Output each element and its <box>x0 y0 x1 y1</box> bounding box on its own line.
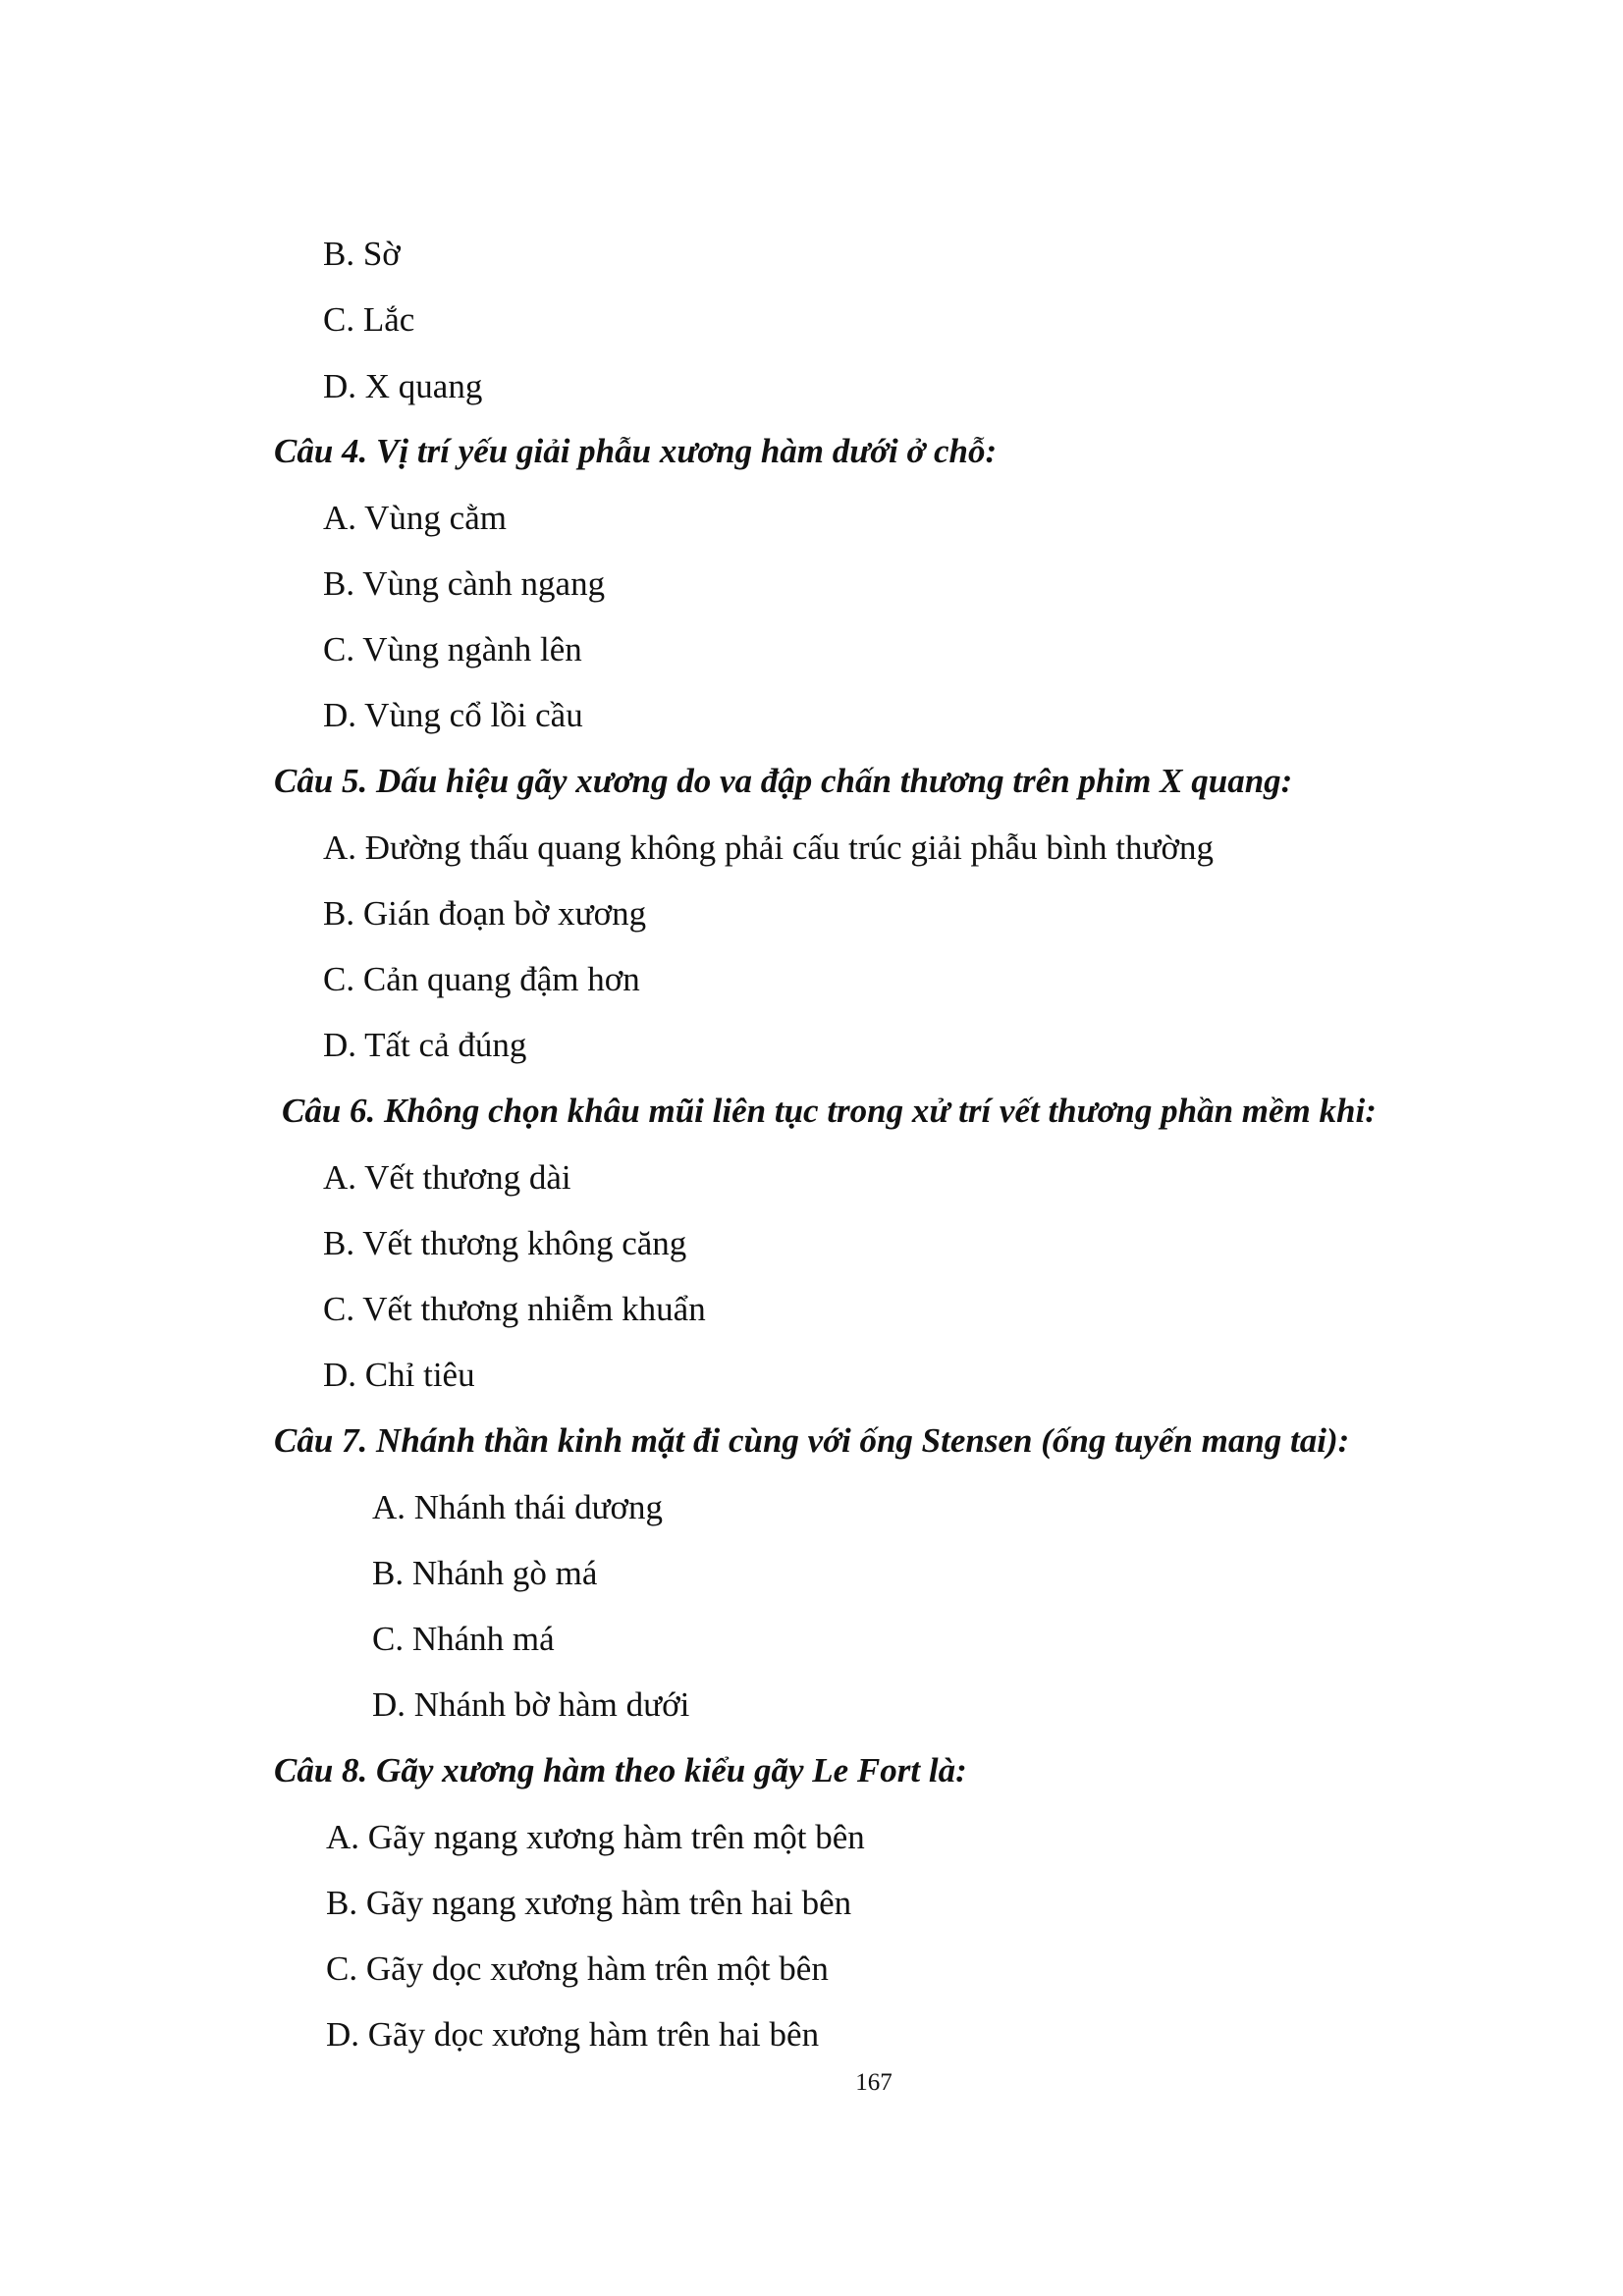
page-number: 167 <box>855 2069 893 2096</box>
question-4-option-d: D. Vùng cổ lồi cầu <box>323 696 583 734</box>
question-7-option-b: B. Nhánh gò má <box>372 1554 598 1592</box>
question-8-option-b: B. Gãy ngang xương hàm trên hai bên <box>326 1884 852 1922</box>
question-5-option-b: B. Gián đoạn bờ xương <box>323 894 647 933</box>
question-6-option-c: C. Vết thương nhiễm khuẩn <box>323 1290 706 1328</box>
option-continuation-b: B. Sờ <box>323 235 401 273</box>
question-7-title: Câu 7. Nhánh thần kinh mặt đi cùng với ống Stensen (ống tuyến mang tai): <box>274 1421 1350 1460</box>
question-8-option-a: A. Gãy ngang xương hàm trên một bên <box>326 1818 865 1856</box>
question-5-title: Câu 5. Dấu hiệu gãy xương do va đập chấn thương trên phim X quang: <box>274 762 1293 800</box>
question-5-option-c: C. Cản quang đậm hơn <box>323 960 640 998</box>
question-5-option-a: A. Đường thấu quang không phải cấu trúc giải phẫu bình thường <box>323 828 1215 867</box>
option-continuation-c: C. Lắc <box>323 300 415 339</box>
question-6-option-d: D. Chỉ tiêu <box>323 1356 475 1394</box>
question-8-option-d: D. Gãy dọc xương hàm trên hai bên <box>326 2015 820 2054</box>
question-4-title: Câu 4. Vị trí yếu giải phẫu xương hàm dưới ở chỗ: <box>274 432 998 470</box>
question-7-option-c: C. Nhánh má <box>372 1620 555 1658</box>
question-8-title: Câu 8. Gãy xương hàm theo kiểu gãy Le Fort là: <box>274 1751 967 1789</box>
question-8-option-c: C. Gãy dọc xương hàm trên một bên <box>326 1949 829 1988</box>
question-7-option-d: D. Nhánh bờ hàm dưới <box>372 1685 690 1724</box>
option-continuation-d: D. X quang <box>323 367 483 405</box>
question-4-option-a: A. Vùng cằm <box>323 499 507 537</box>
question-7-option-a: A. Nhánh thái dương <box>372 1488 664 1526</box>
question-6-option-b: B. Vết thương không căng <box>323 1224 687 1262</box>
question-4-option-c: C. Vùng ngành lên <box>323 630 582 668</box>
question-5-option-d: D. Tất cả đúng <box>323 1026 527 1064</box>
question-4-option-b: B. Vùng cành ngang <box>323 564 606 603</box>
question-6-title: Câu 6. Không chọn khâu mũi liên tục trong xử trí vết thương phần mềm khi: <box>282 1092 1377 1130</box>
question-6-option-a: A. Vết thương dài <box>323 1158 571 1197</box>
